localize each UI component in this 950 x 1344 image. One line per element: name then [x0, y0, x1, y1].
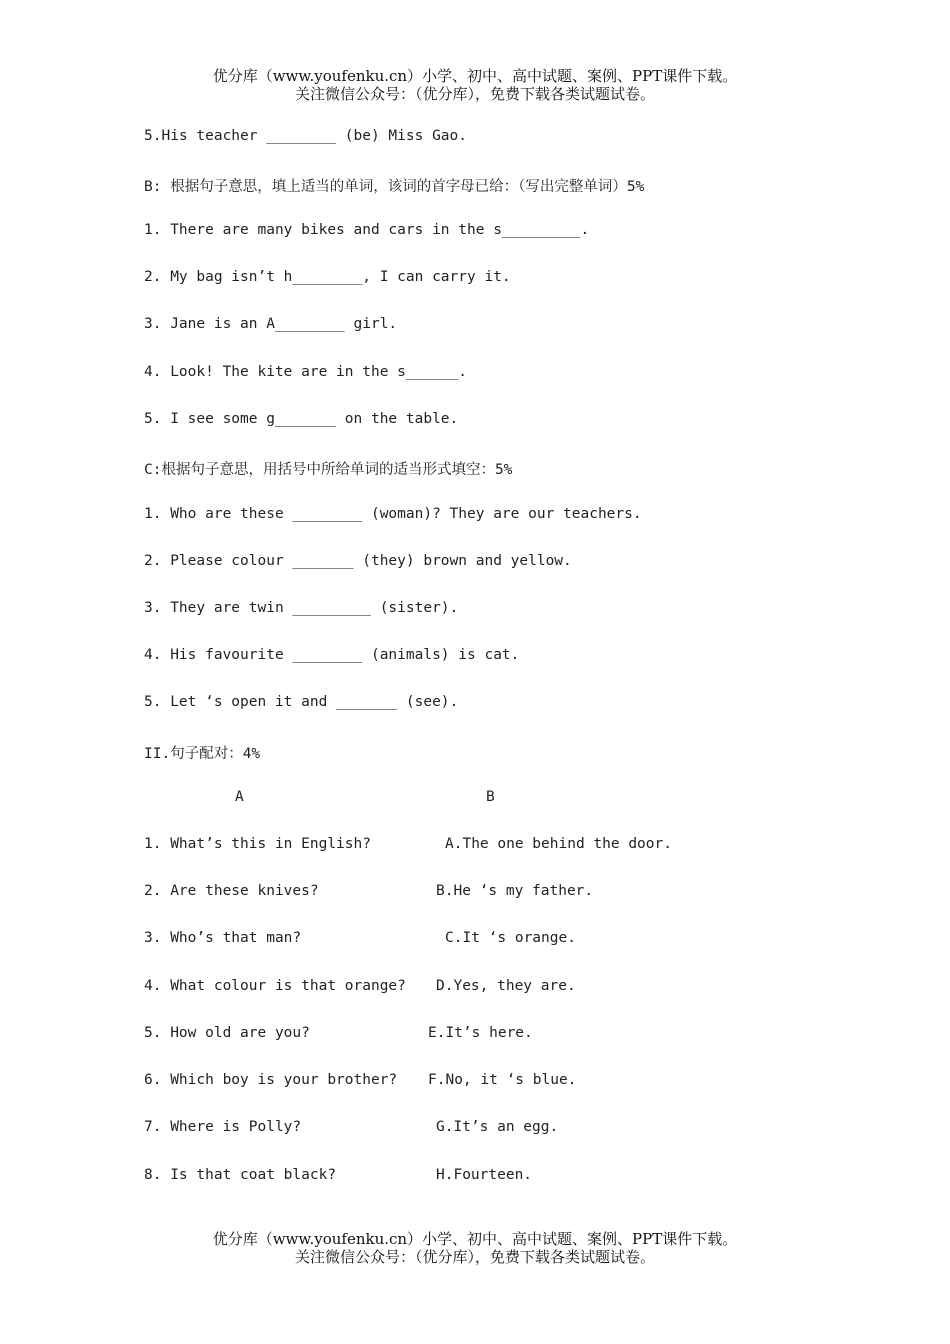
footer-line-1: 优分库（www.youfenku.cn）小学、初中、高中试题、案例、PPT课件下载。	[212, 1230, 738, 1248]
match-a-4: 4. What colour is that orange?	[144, 978, 406, 994]
question-b3: 3. Jane is an A________ girl.	[144, 316, 398, 332]
match-b-8: H.Fourteen.	[436, 1167, 533, 1183]
match-b-6: F.No, it ‘s blue.	[428, 1072, 577, 1088]
question-b4: 4. Look! The kite are in the s______.	[144, 364, 468, 380]
question-c4: 4. His favourite ________ (animals) is cat.	[144, 647, 520, 663]
section-ii-heading: II.句子配对：4%	[144, 746, 261, 762]
question-b5: 5. I see some g_______ on the table.	[144, 411, 459, 427]
column-a-label: A	[235, 789, 244, 805]
footer-line-2: 关注微信公众号：（优分库），免费下载各类试题试卷。	[294, 1248, 655, 1266]
question-b1: 1. There are many bikes and cars in the s_________.	[144, 222, 590, 238]
match-b-3: C.It ‘s orange.	[445, 930, 576, 946]
question-c1: 1. Who are these ________ (woman)? They are our teachers.	[144, 506, 642, 522]
question-b2: 2. My bag isn’t h________, I can carry it.	[144, 269, 511, 285]
match-b-4: D.Yes, they are.	[436, 978, 576, 994]
match-a-8: 8. Is that coat black?	[144, 1167, 337, 1183]
section-b-heading: B: 根据句子意思，填上适当的单词，该词的首字母已给：（写出完整单词）5%	[144, 179, 645, 195]
match-a-6: 6. Which boy is your brother?	[144, 1072, 398, 1088]
match-b-1: A.The one behind the door.	[445, 836, 672, 852]
match-a-2: 2. Are these knives?	[144, 883, 319, 899]
match-a-1: 1. What’s this in English?	[144, 836, 371, 852]
header-line-1: 优分库（www.youfenku.cn）小学、初中、高中试题、案例、PPT课件下载。	[212, 67, 738, 85]
question-c2: 2. Please colour _______ (they) brown and yellow.	[144, 553, 572, 569]
header-line-2: 关注微信公众号：（优分库），免费下载各类试题试卷。	[294, 85, 655, 103]
match-a-3: 3. Who’s that man?	[144, 930, 302, 946]
match-b-2: B.He ‘s my father.	[436, 883, 594, 899]
section-c-heading: C:根据句子意思，用括号中所给单词的适当形式填空：5%	[144, 462, 513, 478]
match-b-5: E.It’s here.	[428, 1025, 533, 1041]
match-b-7: G.It’s an egg.	[436, 1119, 559, 1135]
question-c3: 3. They are twin _________ (sister).	[144, 600, 459, 616]
question-c5: 5. Let ‘s open it and _______ (see).	[144, 694, 459, 710]
question-a5: 5.His teacher ________ (be) Miss Gao.	[144, 128, 468, 144]
match-a-7: 7. Where is Polly?	[144, 1119, 302, 1135]
match-a-5: 5. How old are you?	[144, 1025, 310, 1041]
column-b-label: B	[486, 789, 495, 805]
